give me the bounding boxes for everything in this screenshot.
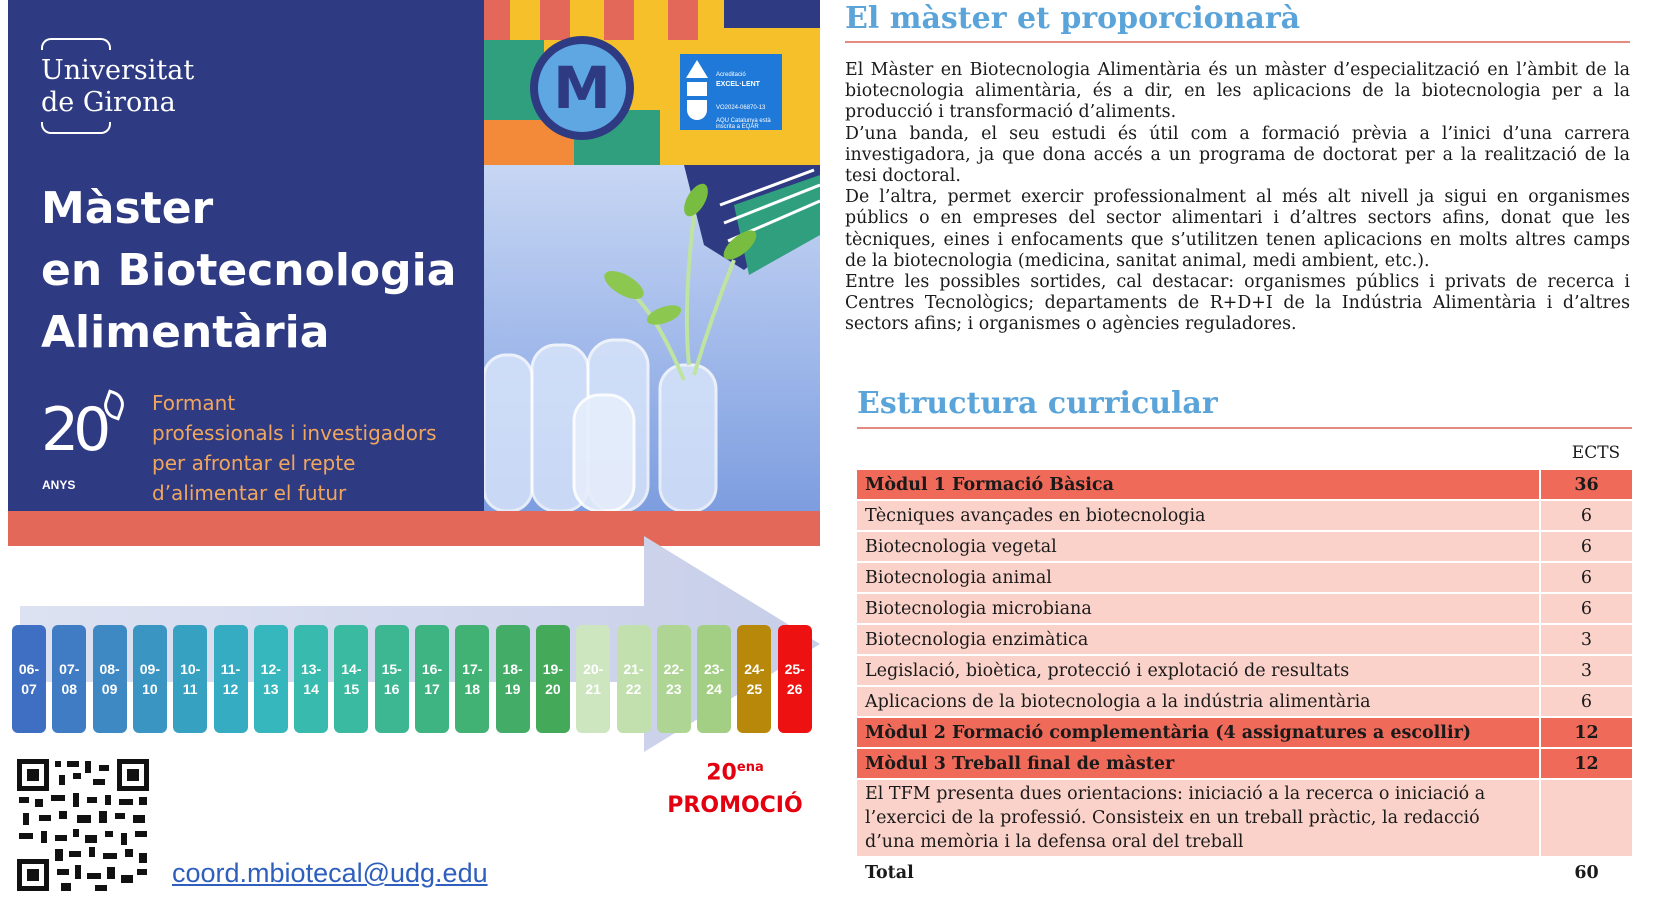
university-logo <box>41 55 194 119</box>
ects-cell <box>1540 779 1632 857</box>
anniversary-number: 20 <box>41 395 106 465</box>
promotion-number <box>660 755 810 786</box>
total-row <box>857 857 1632 887</box>
timeline-year-box: 25- 26 <box>778 625 812 733</box>
tagline-line1: Formant <box>152 391 236 415</box>
timeline-year-box: 22- 23 <box>657 625 691 733</box>
ects-cell: 60 <box>1540 857 1632 887</box>
intro-heading-rule <box>845 41 1630 43</box>
course-name-cell: Aplicacions de la biotecnologia a la indústria alimentària <box>857 686 1540 717</box>
subject-row <box>857 624 1632 655</box>
timeline-year-box: 20- 21 <box>576 625 610 733</box>
course-name-cell: El TFM presenta dues orientacions: iniciació a la recerca o iniciació a l’exercici de la professió. Consisteix en un treball pràctic, la redacció d’una memòria i la defensa oral del treball <box>857 779 1540 857</box>
intro-heading: El màster et proporcionarà <box>845 1 1301 36</box>
university-name-line2: de Girona <box>41 87 176 118</box>
course-name-cell: Mòdul 3 Treball final de màster <box>857 748 1540 779</box>
course-name-cell: Tècniques avançades en biotecnologia <box>857 500 1540 531</box>
ects-cell: 3 <box>1540 655 1632 686</box>
aqu-accreditation-badge <box>680 54 782 130</box>
curriculum-table-body <box>857 469 1632 887</box>
logo-brace-bottom <box>41 122 111 134</box>
poster-title <box>41 178 456 364</box>
course-name-cell: Biotecnologia vegetal <box>857 531 1540 562</box>
accreditation-grade: EXCEL·LENT <box>716 81 760 88</box>
ects-cell: 3 <box>1540 624 1632 655</box>
timeline-year-box: 11- 12 <box>214 625 248 733</box>
subject-row <box>857 531 1632 562</box>
subject-row <box>857 562 1632 593</box>
promotion-label <box>660 755 810 826</box>
timeline-year-box: 21- 22 <box>617 625 651 733</box>
course-name-cell: Biotecnologia animal <box>857 562 1540 593</box>
course-name-cell: Biotecnologia enzimàtica <box>857 624 1540 655</box>
ects-cell: 6 <box>1540 500 1632 531</box>
description-row <box>857 779 1632 857</box>
curriculum-table <box>857 468 1632 887</box>
ects-cell: 36 <box>1540 469 1632 500</box>
ects-cell: 12 <box>1540 717 1632 748</box>
tagline-line4: d’alimentar el futur <box>152 481 347 505</box>
poster-title-line3: Alimentària <box>41 307 330 358</box>
module-row <box>857 469 1632 500</box>
timeline-year-box: 10- 11 <box>173 625 207 733</box>
accreditation-caption: Acreditació <box>716 72 746 78</box>
timeline-year-box: 13- 14 <box>294 625 328 733</box>
curriculum-heading-rule <box>857 427 1632 429</box>
poster-title-line1: Màster <box>41 183 214 234</box>
timeline-year-box: 24- 25 <box>737 625 771 733</box>
timeline-year-box: 09- 10 <box>133 625 167 733</box>
module-row <box>857 748 1632 779</box>
promotion-number-value: 20 <box>706 760 737 786</box>
ects-column-header: ECTS <box>1571 443 1621 463</box>
master-badge <box>530 36 634 140</box>
subject-row <box>857 655 1632 686</box>
anniversary-label: ANYS <box>42 478 76 492</box>
timeline-year-box: 08- 09 <box>93 625 127 733</box>
test-tubes-illustration <box>484 165 820 511</box>
ects-cell: 6 <box>1540 593 1632 624</box>
tagline-line2: professionals i investigadors <box>152 421 437 445</box>
course-name-cell: Mòdul 1 Formació Bàsica <box>857 469 1540 500</box>
contact-email-link[interactable]: coord.mbiotecal@udg.edu <box>172 858 488 888</box>
timeline-year-box: 18- 19 <box>496 625 530 733</box>
timeline-year-box: 15- 16 <box>375 625 409 733</box>
logo-brace-top <box>41 38 111 50</box>
intro-paragraph: D’una banda, el seu estudi és útil com a formació prèvia a l’inici d’una carrera investigadora, ja que dona accés a un programa de doctorat per a la realització de la tesi doctoral. <box>845 123 1630 187</box>
poster-title-line2: en Biotecnologia <box>41 245 457 296</box>
university-name-line1: Universitat <box>41 55 195 86</box>
intro-text <box>845 60 1630 336</box>
ects-cell: 6 <box>1540 562 1632 593</box>
intro-paragraph: El Màster en Biotecnologia Alimentària és un màster d’especialització en l’àmbit de la biotecnologia alimentària, és a dir, en les aplicacions de la biotecnologia per a la producció i transformació d’aliments. <box>845 60 1630 123</box>
timeline-year-box: 16- 17 <box>415 625 449 733</box>
master-badge-letter: M <box>538 44 626 132</box>
ects-cell: 12 <box>1540 748 1632 779</box>
lab-photo <box>484 165 820 511</box>
timeline-year-box: 14- 15 <box>334 625 368 733</box>
course-name-cell: Legislació, bioètica, protecció i explotació de resultats <box>857 655 1540 686</box>
timeline-year-box: 12- 13 <box>254 625 288 733</box>
subject-row <box>857 593 1632 624</box>
curriculum-heading: Estructura curricular <box>857 386 1218 421</box>
promotion-word: PROMOCIÓ <box>667 793 803 819</box>
poster-tagline <box>152 388 437 508</box>
tagline-line3: per afrontar el repte <box>152 451 356 475</box>
timeline-year-box: 17- 18 <box>455 625 489 733</box>
course-name-cell: Total <box>857 857 1540 887</box>
subject-row <box>857 686 1632 717</box>
module-row <box>857 717 1632 748</box>
timeline-year-box: 07- 08 <box>52 625 86 733</box>
course-name-cell: Biotecnologia microbiana <box>857 593 1540 624</box>
accreditation-note: AQU Catalunya està inscrita a EQAR <box>716 118 771 130</box>
intro-paragraph: De l’altra, permet exercir professionalment al més alt nivell ja sigui en organismes públics o en empreses del sector alimentari i d’altres sectors afins, donat que les tècniques, eines i enfocaments que s’utilitzen tenen aplicacions en molts altres camps de la biotecnologia (medicina, sanitat animal, medi ambient, etc.). <box>845 187 1630 271</box>
accreditation-code: VO2024-06870-13 <box>716 105 766 111</box>
course-name-cell: Mòdul 2 Formació complementària (4 assignatures a escollir) <box>857 717 1540 748</box>
timeline-year-box: 23- 24 <box>697 625 731 733</box>
subject-row <box>857 500 1632 531</box>
promotion-number-suffix: ena <box>736 760 764 775</box>
qr-code <box>15 757 151 893</box>
ects-cell: 6 <box>1540 531 1632 562</box>
intro-paragraph: Entre les possibles sortides, cal destacar: organismes públics i privats de recerca i Centres Tecnològics; departaments de R+D+I de la Indústria Alimentària i d’altres sectors afins; i organismes o agències reguladores. <box>845 272 1630 335</box>
aqu-logo-icon <box>684 58 710 120</box>
timeline-year-box: 06- 07 <box>12 625 46 733</box>
timeline-year-box: 19- 20 <box>536 625 570 733</box>
ects-cell: 6 <box>1540 686 1632 717</box>
